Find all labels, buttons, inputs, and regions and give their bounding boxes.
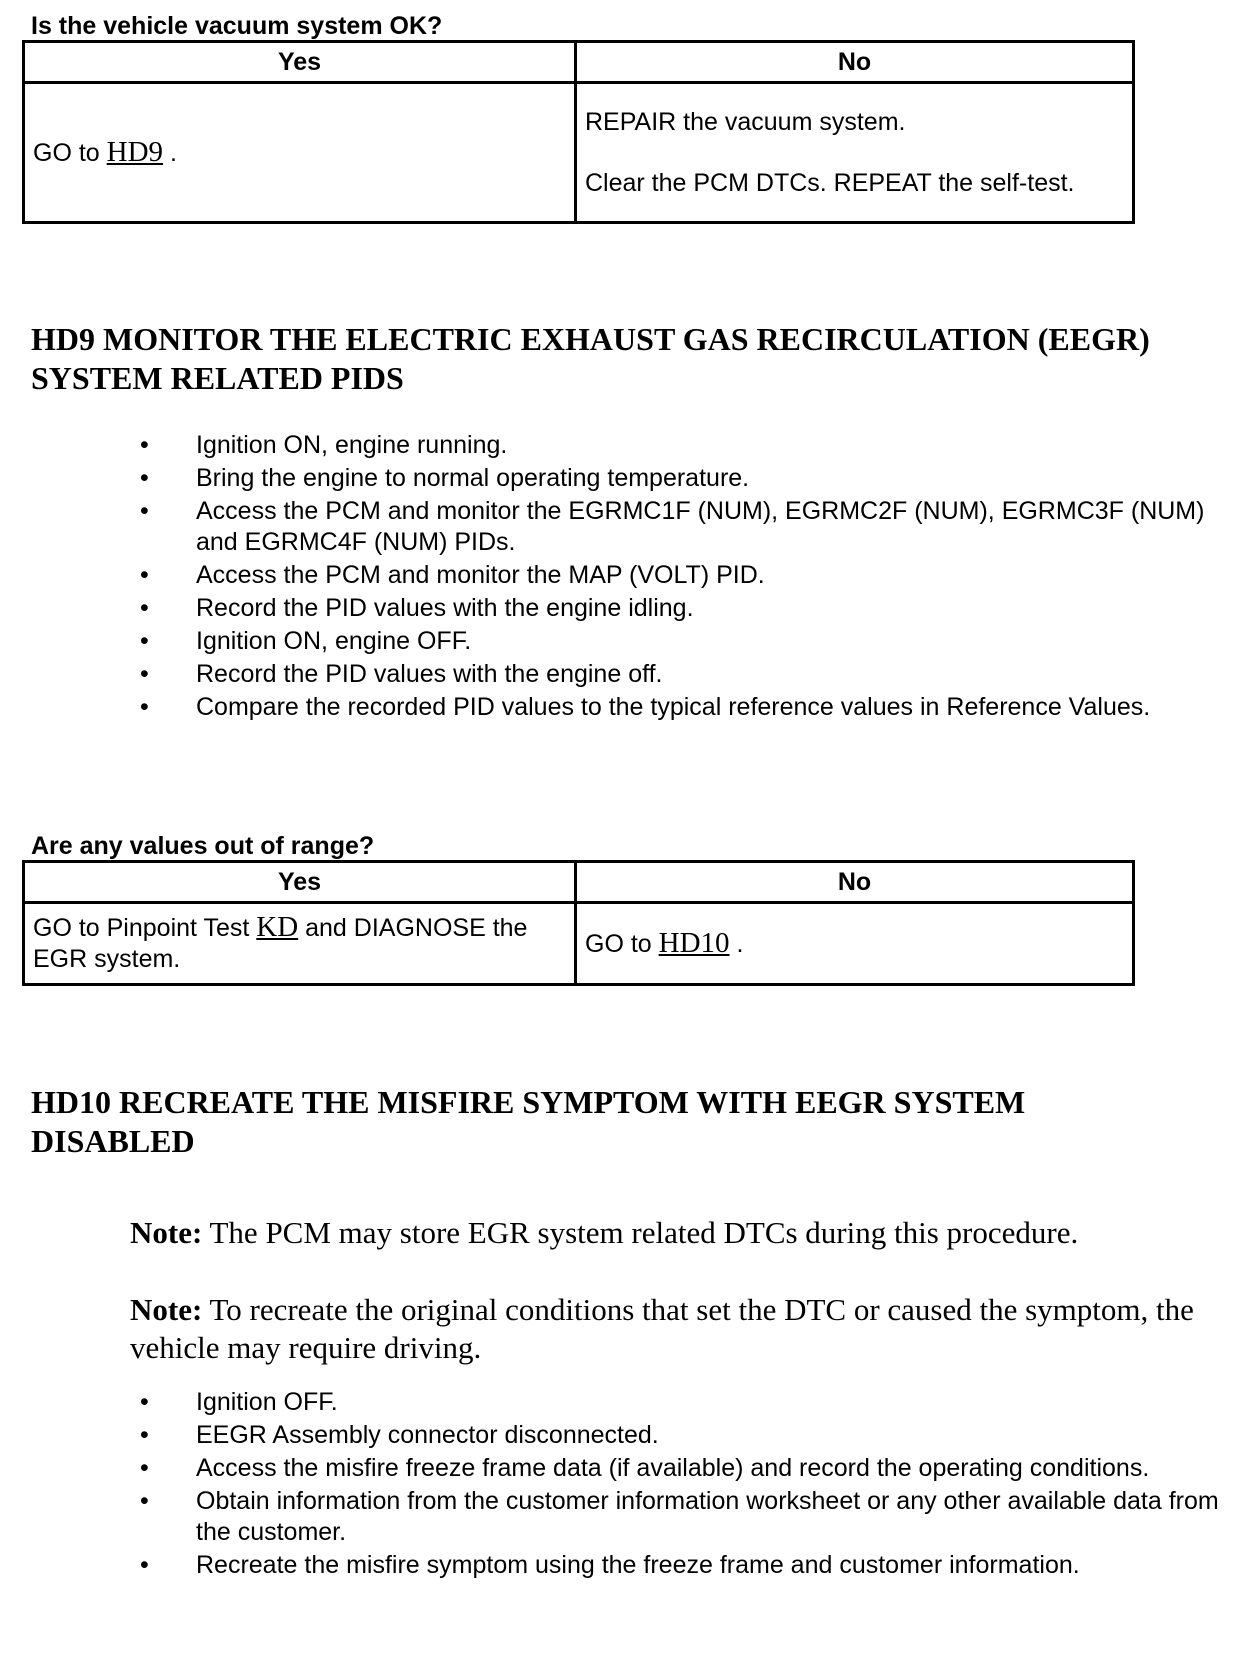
bullet-icon: • (140, 627, 149, 655)
question-values-out-of-range: Are any values out of range? (31, 832, 375, 860)
list-item: • Access the PCM and monitor the EGRMC1F (NUM), EGRMC2F (NUM), EGRMC3F (NUM) and EGRMC4F (NUM) PIDs. (140, 497, 1205, 556)
bullet-icon: • (140, 1421, 149, 1449)
note-label: Note: (130, 1292, 203, 1327)
bullet-icon: • (140, 660, 149, 688)
list-item: • Ignition ON, engine running. (140, 431, 508, 459)
yes-cell (24, 903, 576, 985)
bullet-icon: • (140, 1454, 149, 1482)
hd9-heading: HD9 MONITOR THE ELECTRIC EXHAUST GAS RECIRCULATION (EEGR) SYSTEM RELATED PIDS (31, 321, 1150, 396)
kd-link[interactable]: KD (256, 911, 299, 943)
list-item: • Access the misfire freeze frame data (if available) and record the operating conditions. (140, 1454, 1150, 1482)
list-item: • Compare the recorded PID values to the typical reference values in Reference Values. (140, 693, 1151, 721)
list-item: • Obtain information from the customer information worksheet or any other available data from the customer. (140, 1487, 1219, 1546)
list-item: • Ignition OFF. (140, 1388, 338, 1416)
clear-dtc-instruction: Clear the PCM DTCs. REPEAT the self-test. (585, 168, 1075, 197)
no-header: No (576, 42, 1134, 83)
yes-suffix: and DIAGNOSE the EGR system. (33, 914, 528, 973)
decision-table-values (22, 860, 1135, 986)
yes-cell (24, 83, 576, 223)
note-driving (130, 1291, 1225, 1367)
bullet-icon: • (140, 1388, 149, 1416)
list-item: • Ignition ON, engine OFF. (140, 627, 472, 655)
note-label: Note: (130, 1215, 203, 1250)
bullet-icon: • (140, 1551, 149, 1579)
question-vacuum-ok: Is the vehicle vacuum system OK? (31, 12, 443, 40)
hd10-link[interactable]: HD10 (658, 926, 730, 959)
hd10-steps (140, 1387, 1220, 1583)
list-item: • Recreate the misfire symptom using the freeze frame and customer information. (140, 1551, 1080, 1579)
bullet-icon: • (140, 431, 149, 459)
note-text: The PCM may store EGR system related DTCs during this procedure. (209, 1215, 1079, 1250)
bullet-icon: • (140, 561, 149, 589)
bullet-icon: • (140, 464, 149, 492)
no-cell (576, 83, 1134, 223)
list-item: • EEGR Assembly connector disconnected. (140, 1421, 659, 1449)
note-text: To recreate the original conditions that set the DTC or caused the symptom, the vehicle may require driving. (130, 1292, 1194, 1365)
bullet-icon: • (140, 1487, 149, 1515)
yes-suffix: . (169, 138, 177, 167)
bullet-icon: • (140, 594, 149, 622)
bullet-icon: • (140, 497, 149, 525)
yes-prefix: GO to (33, 138, 100, 167)
hd9-link[interactable]: HD9 (106, 135, 164, 168)
note-egr-dtcs (130, 1214, 1225, 1252)
no-cell (576, 903, 1134, 985)
list-item: • Bring the engine to normal operating temperature. (140, 464, 750, 492)
bullet-icon: • (140, 693, 149, 721)
no-suffix: . (736, 929, 744, 958)
yes-header: Yes (24, 42, 576, 83)
list-item: • Record the PID values with the engine off. (140, 660, 663, 688)
yes-header: Yes (24, 862, 576, 903)
repair-instruction: REPAIR the vacuum system. (585, 107, 906, 136)
no-prefix: GO to (585, 929, 652, 958)
no-header: No (576, 862, 1134, 903)
list-item: • Access the PCM and monitor the MAP (VOLT) PID. (140, 561, 765, 589)
hd9-steps (140, 430, 1220, 725)
list-item: • Record the PID values with the engine idling. (140, 594, 694, 622)
yes-prefix: GO to Pinpoint Test (33, 914, 250, 942)
decision-table-vacuum (22, 40, 1135, 224)
hd10-heading: HD10 RECREATE THE MISFIRE SYMPTOM WITH EEGR SYSTEM DISABLED (31, 1084, 1026, 1159)
